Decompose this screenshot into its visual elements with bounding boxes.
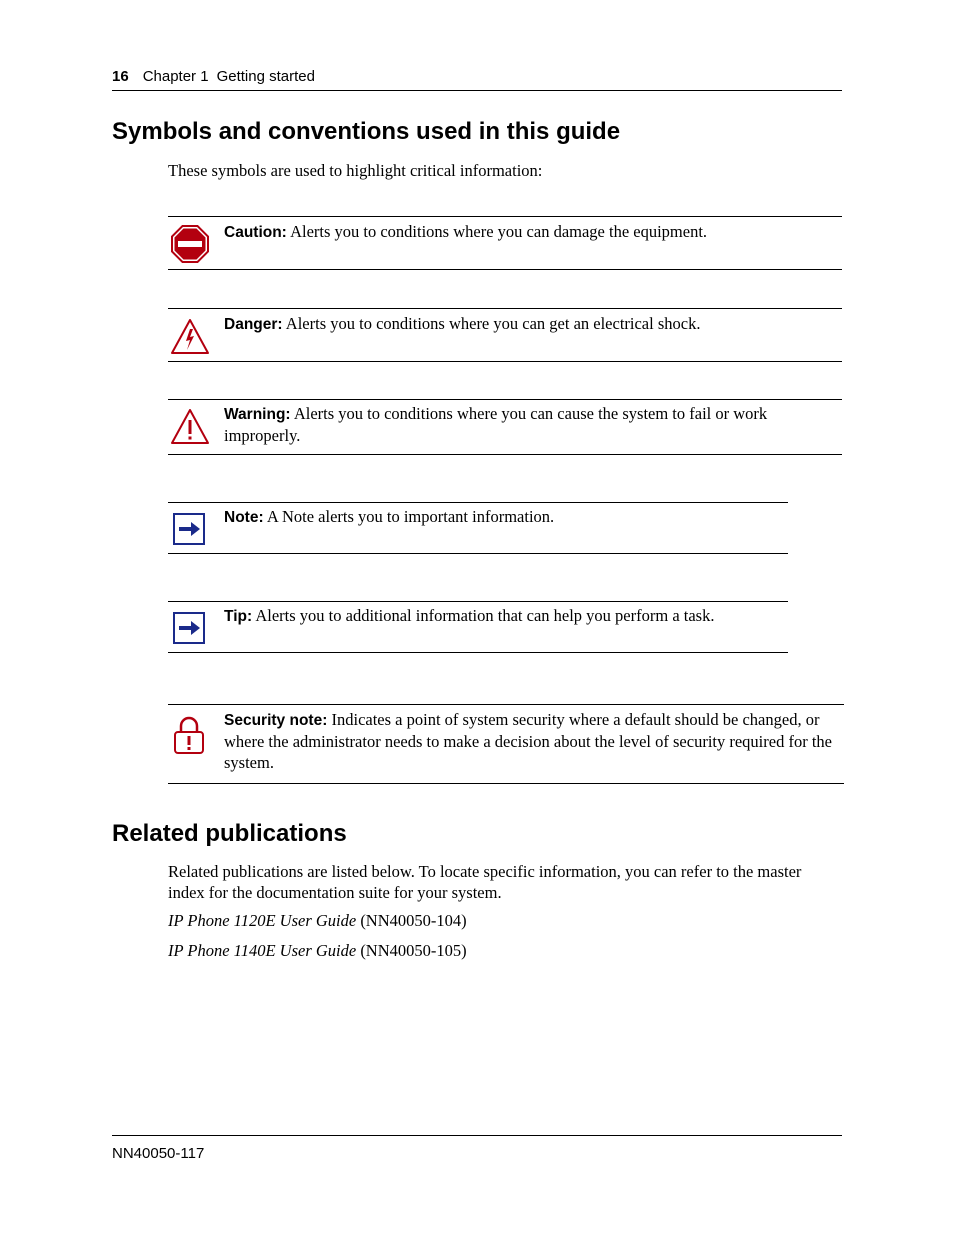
tip-label: Tip: — [224, 608, 253, 625]
electric-shock-icon — [170, 317, 210, 357]
publication-code: (NN40050-105) — [360, 941, 467, 960]
publication-item — [168, 910, 467, 931]
publication-title: IP Phone 1140E User Guide — [168, 941, 357, 960]
danger-notice — [168, 308, 842, 362]
publication-title: IP Phone 1120E User Guide — [168, 911, 357, 930]
symbols-intro: These symbols are used to highlight critical information: — [168, 161, 543, 180]
tip-notice — [168, 601, 788, 653]
danger-label: Danger: — [224, 316, 283, 333]
running-header — [112, 68, 842, 91]
stop-sign-icon — [170, 224, 210, 264]
warning-triangle-icon — [170, 407, 210, 447]
caution-label: Caution: — [224, 224, 287, 241]
chapter-number: Chapter 1 — [142, 68, 209, 85]
chapter-title: Getting started — [216, 68, 315, 85]
security-note-text: Indicates a point of system security where a default should be changed, or where the administrator needs to make a decision about the level of security required for the system. — [224, 710, 832, 772]
section-heading-related: Related publications — [112, 820, 347, 847]
running-footer — [112, 1135, 842, 1162]
danger-text: Alerts you to conditions where you can get an electrical shock. — [285, 314, 701, 333]
caution-text: Alerts you to conditions where you can damage the equipment. — [290, 222, 708, 241]
publication-item — [168, 940, 467, 961]
arrow-right-icon — [173, 513, 205, 545]
security-note-notice — [168, 704, 844, 784]
padlock-icon — [172, 715, 206, 755]
page-number: 16 — [112, 68, 129, 85]
section-heading-symbols: Symbols and conventions used in this guide — [112, 118, 621, 145]
tip-text: Alerts you to additional information that can help you perform a task. — [255, 606, 715, 625]
warning-text: Alerts you to conditions where you can cause the system to fail or work improperly. — [224, 404, 768, 445]
caution-notice — [168, 216, 842, 270]
note-label: Note: — [224, 509, 264, 526]
arrow-right-icon — [173, 612, 205, 644]
warning-label: Warning: — [224, 406, 291, 423]
document-number: NN40050-117 — [112, 1145, 205, 1162]
publication-code: (NN40050-104) — [360, 911, 467, 930]
note-text: A Note alerts you to important information. — [266, 507, 555, 526]
related-intro: Related publications are listed below. To locate specific information, you can refer to the master index for the documentation suite for your system. — [168, 862, 802, 902]
security-note-label: Security note: — [224, 712, 328, 729]
note-notice — [168, 502, 788, 554]
warning-notice — [168, 399, 842, 455]
